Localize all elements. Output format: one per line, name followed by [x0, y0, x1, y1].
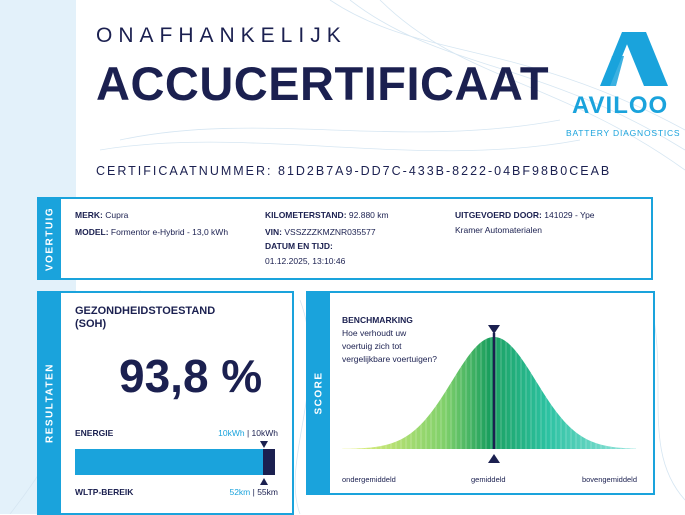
- axis-label-mid: gemiddeld: [471, 475, 506, 484]
- vehicle-panel: [37, 197, 653, 280]
- logo-subtitle: BATTERY DIAGNOSTICS: [566, 128, 681, 138]
- axis-label-high: bovengemiddeld: [581, 475, 637, 484]
- brand-label: MERK:: [75, 210, 103, 220]
- benchmarking-title: BENCHMARKING: [342, 315, 413, 325]
- vin-field: [265, 227, 376, 237]
- brand-field: [75, 210, 128, 220]
- soh-bar: [75, 449, 275, 475]
- model-value: Formentor e-Hybrid - 13,0 kWh: [110, 227, 229, 237]
- axis-label-low: ondergemiddeld: [342, 475, 396, 484]
- page-title: ACCUCERTIFICAAT: [96, 57, 550, 110]
- datetime-label: DATUM EN TIJD:: [265, 241, 333, 251]
- logo-wordmark: AVILOO: [572, 92, 669, 119]
- score-tab-label: SCORE: [313, 371, 325, 415]
- benchmark-top-arrow: [488, 325, 500, 334]
- certificate-label: CERTIFICAATNUMMER:: [96, 164, 273, 178]
- performed-label: UITGEVOERD DOOR:: [455, 210, 542, 220]
- soh-bar-fill: [75, 449, 263, 475]
- performed-line1: 141029 - Ype: [544, 210, 595, 220]
- soh-title: GEZONDHEIDSTOESTAND (SOH): [75, 305, 216, 330]
- model-label: MODEL:: [75, 227, 109, 237]
- mileage-label: KILOMETERSTAND:: [265, 210, 347, 220]
- energy-value: 10kWh | 10kWh: [218, 428, 278, 438]
- results-tab: [39, 293, 61, 513]
- mileage-field: [265, 210, 389, 220]
- energy-max-marker: [260, 441, 268, 448]
- score-tab: [308, 293, 330, 493]
- datetime-value: 01.12.2025, 13:10:46: [265, 256, 346, 266]
- vehicle-tab-label: VOERTUIG: [44, 206, 56, 271]
- benchmark-bell-curve: [342, 323, 636, 463]
- aviloo-logo: [566, 26, 682, 138]
- model-field: [75, 227, 228, 237]
- score-panel: [306, 291, 655, 495]
- performed-line2: Kramer Automaterialen: [455, 225, 542, 235]
- vehicle-tab: [39, 199, 61, 278]
- results-tab-label: RESULTATEN: [44, 363, 56, 443]
- energy-label: ENERGIE: [75, 428, 114, 438]
- benchmarking-question: Hoe verhoudt uw voertuig zich tot vergelijkbare voertuigen?: [342, 328, 437, 364]
- range-value: 52km | 55km: [229, 487, 278, 497]
- certificate-number-line: [96, 164, 611, 178]
- range-max-marker: [260, 478, 268, 485]
- range-label: WLTP-BEREIK: [75, 487, 134, 497]
- vin-label: VIN:: [265, 227, 282, 237]
- soh-value: 93,8 %: [119, 350, 263, 402]
- results-panel: [37, 291, 294, 515]
- benchmark-bottom-arrow: [488, 454, 500, 463]
- certificate-number: 81D2B7A9-DD7C-433B-8222-04BF98B0CEAB: [278, 164, 612, 178]
- performed-by-field: [455, 210, 595, 220]
- brand-value: Cupra: [105, 210, 129, 220]
- title-top: ONAFHANKELIJK: [96, 24, 347, 47]
- vin-value: VSSZZZKMZNR035577: [284, 227, 376, 237]
- mileage-value: 92.880 km: [348, 210, 389, 220]
